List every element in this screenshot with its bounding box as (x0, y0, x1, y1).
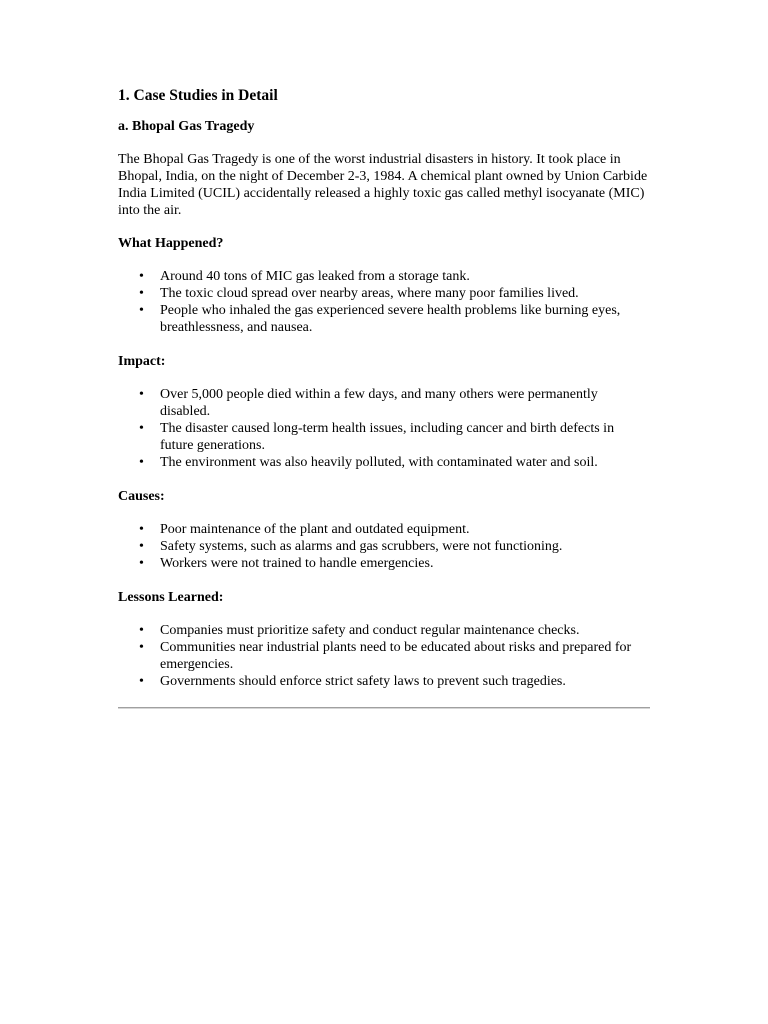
section-causes (118, 488, 650, 572)
bullet-icon: • (139, 522, 144, 537)
page-title: 1. Case Studies in Detail (118, 87, 278, 104)
bullet-icon: • (139, 269, 144, 284)
list-item (118, 555, 650, 572)
intro-paragraph: The Bhopal Gas Tragedy is one of the worst industrial disasters in history. It took place in Bhopal, India, on the night of December 2-3, 1984. A chemical plant owned by Union Carbide India Limited (UCIL) accidentally released a highly toxic gas called methyl isocyanate (MIC) into the air. (118, 152, 648, 218)
list-item (118, 386, 650, 420)
list-item (118, 420, 650, 454)
list-item (118, 285, 650, 302)
list-item-text: Poor maintenance of the plant and outdated equipment. (160, 522, 470, 537)
list-item-text: The environment was also heavily polluted, with contaminated water and soil. (160, 455, 598, 470)
bullet-icon: • (139, 623, 144, 638)
list-item (118, 302, 650, 336)
list-item (118, 268, 650, 285)
list-item (118, 673, 650, 690)
bullet-icon: • (139, 674, 144, 689)
list-item-text: Around 40 tons of MIC gas leaked from a storage tank. (160, 269, 470, 284)
list-item-text: Safety systems, such as alarms and gas scrubbers, were not functioning. (160, 539, 563, 554)
list-item-text: Over 5,000 people died within a few days, and many others were permanently disabled. (160, 387, 598, 419)
bullet-icon: • (139, 303, 144, 318)
list-item-text: The disaster caused long-term health issues, including cancer and birth defects in future generations. (160, 421, 615, 453)
list-item (118, 622, 650, 639)
horizontal-divider (118, 707, 650, 709)
list-item-text: Workers were not trained to handle emergencies. (160, 556, 434, 571)
list-item (118, 454, 650, 471)
bullet-icon: • (139, 286, 144, 301)
document-page (118, 86, 650, 709)
section-title: What Happened? (118, 236, 224, 251)
bullet-icon: • (139, 539, 144, 554)
bullet-icon: • (139, 421, 144, 436)
bullet-list (118, 268, 650, 336)
bullet-icon: • (139, 640, 144, 655)
section-what-happened (118, 235, 650, 336)
list-item (118, 639, 650, 673)
list-item (118, 538, 650, 555)
list-item (118, 521, 650, 538)
section-subtitle: a. Bhopal Gas Tragedy (118, 119, 255, 134)
section-impact (118, 353, 650, 471)
bullet-list (118, 521, 650, 572)
section-lessons-learned (118, 589, 650, 690)
bullet-icon: • (139, 387, 144, 402)
bullet-list (118, 622, 650, 690)
bullet-icon: • (139, 556, 144, 571)
section-title: Causes: (118, 489, 165, 504)
list-item-text: Companies must prioritize safety and conduct regular maintenance checks. (160, 623, 580, 638)
bullet-icon: • (139, 455, 144, 470)
list-item-text: Governments should enforce strict safety laws to prevent such tragedies. (160, 674, 566, 689)
list-item-text: People who inhaled the gas experienced severe health problems like burning eyes, breathlessness, and nausea. (160, 303, 621, 335)
bullet-list (118, 386, 650, 471)
section-title: Impact: (118, 354, 166, 369)
section-title: Lessons Learned: (118, 590, 224, 605)
list-item-text: The toxic cloud spread over nearby areas, where many poor families lived. (160, 286, 579, 301)
list-item-text: Communities near industrial plants need to be educated about risks and prepared for emergencies. (160, 640, 632, 672)
